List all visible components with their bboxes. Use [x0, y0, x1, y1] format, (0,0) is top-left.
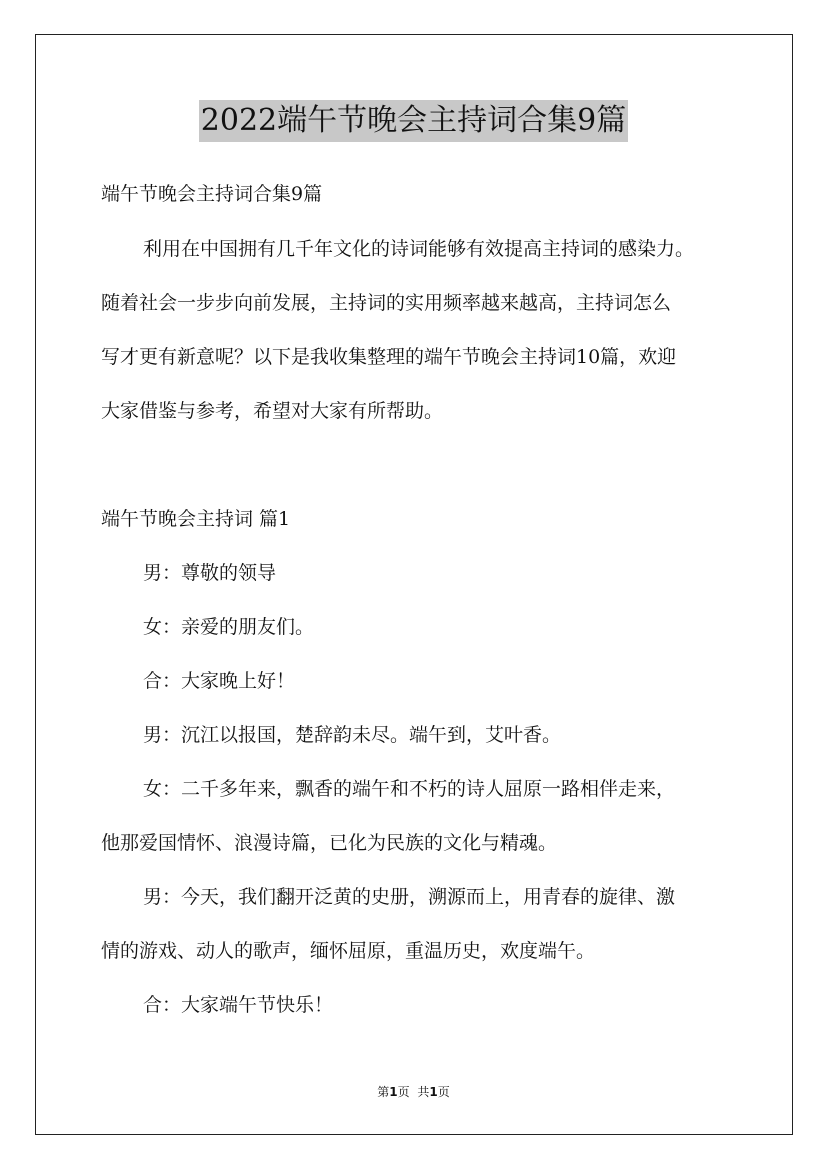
intro-line-4: 大家借鉴与参考，希望对大家有所帮助。 — [101, 400, 444, 422]
document-title: 2022端午节晚会主持词合集9篇 — [199, 100, 628, 142]
dialogue-line-3: 合：大家晚上好！ — [143, 670, 296, 692]
total-suffix: 页 — [437, 1085, 450, 1099]
dialogue-line-2: 女：亲爱的朋友们。 — [143, 616, 315, 638]
intro-line-3: 写才更有新意呢？以下是我收集整理的端午节晚会主持词10篇，欢迎 — [101, 346, 677, 368]
dialogue-line-1: 男：尊敬的领导 — [143, 562, 277, 584]
section-heading: 端午节晚会主持词 篇1 — [101, 508, 291, 530]
total-pages: 1 — [429, 1085, 438, 1099]
page-footer — [0, 1084, 827, 1100]
page-number: 1 — [389, 1085, 398, 1099]
dialogue-line-5: 女：二千多年来，飘香的端午和不朽的诗人屈原一路相伴走来， — [143, 778, 676, 800]
title-container — [0, 100, 827, 142]
dialogue-line-4: 男：沉江以报国，楚辞韵未尽。端午到，艾叶香。 — [143, 724, 562, 746]
intro-line-1: 利用在中国拥有几千年文化的诗词能够有效提高主持词的感染力。 — [143, 238, 695, 260]
dialogue-line-7: 男：今天，我们翻开泛黄的史册，溯源而上，用青春的旋律、激 — [143, 886, 676, 908]
page-prefix: 第 — [377, 1085, 390, 1099]
document-subtitle: 端午节晚会主持词合集9篇 — [101, 183, 323, 205]
dialogue-line-9: 合：大家端午节快乐！ — [143, 994, 334, 1016]
dialogue-line-8: 情的游戏、动人的歌声，缅怀屈原，重温历史，欢度端午。 — [101, 940, 596, 962]
page-suffix: 页 — [397, 1085, 410, 1099]
intro-line-2: 随着社会一步步向前发展，主持词的实用频率越来越高，主持词怎么 — [101, 292, 672, 314]
dialogue-line-6: 他那爱国情怀、浪漫诗篇，已化为民族的文化与精魂。 — [101, 832, 558, 854]
total-prefix: 共 — [417, 1085, 430, 1099]
